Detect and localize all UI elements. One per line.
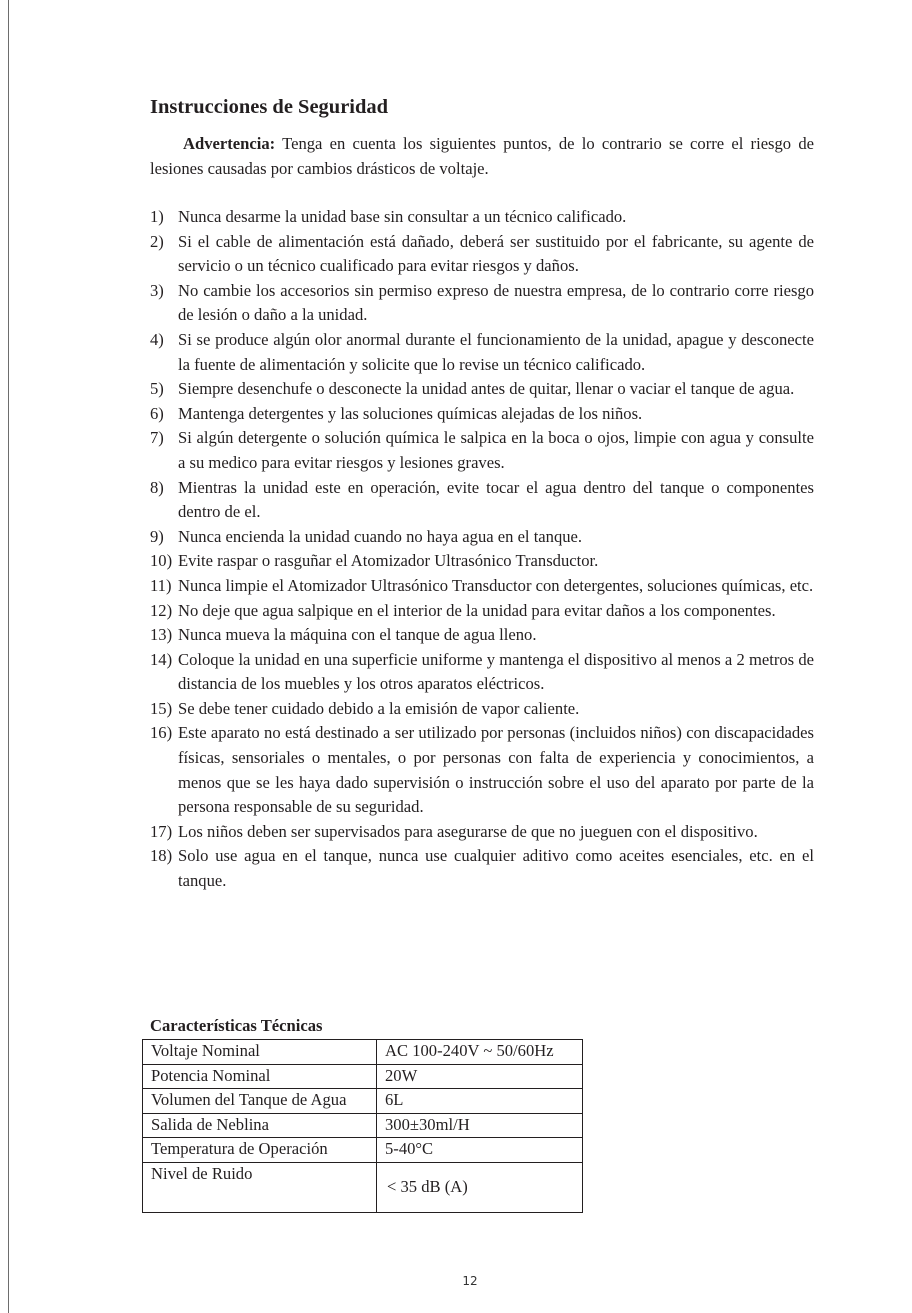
warning-label: Advertencia: [183,134,276,153]
list-item [150,721,814,819]
list-item-number: 11) [150,575,172,595]
list-item-text: Se debe tener cuidado debido a la emisión de vapor caliente. [178,698,580,718]
page-title: Instrucciones de Seguridad [150,96,389,118]
list-item-text: Si se produce algún olor anormal durante el funcionamiento de la unidad, apague y desconecte la fuente de alimentación y solicite que lo revise un técnico calificado. [178,329,814,374]
spec-value: < 35 dB (A) [377,1162,583,1212]
list-item-number: 7) [150,428,164,448]
table-row [143,1089,583,1114]
list-item-text: No cambie los accesorios sin permiso expreso de nuestra empresa, de lo contrario corre riesgo de lesión o daño a la unidad. [178,280,814,325]
list-item-number: 12) [150,600,173,620]
list-item [150,426,814,475]
list-item [150,230,814,279]
list-item-text: Los niños deben ser supervisados para asegurarse de que no jueguen con el dispositivo. [178,821,758,841]
page-margin-line [8,0,9,1313]
list-item-number: 9) [150,526,164,546]
spec-value: 20W [377,1064,583,1089]
list-item [150,820,814,845]
warning-text: Tenga en cuenta los siguientes puntos, de lo contrario se corre el riesgo de lesiones causadas por cambios drásticos de voltaje. [150,134,814,178]
list-item-text: Solo use agua en el tanque, nunca use cualquier aditivo como aceites esenciales, etc. en el tanque. [178,846,814,891]
safety-rules-list [150,205,814,894]
list-item [150,476,814,525]
list-item-number: 10) [150,551,173,571]
list-item [150,205,814,230]
page-number: 12 [462,1274,478,1288]
list-item-number: 15) [150,698,173,718]
spec-label: Voltaje Nominal [143,1040,377,1065]
list-item-text: Si el cable de alimentación está dañado, deberá ser sustituido por el fabricante, su agente de servicio o un técnico cualificado para evitar riesgos y daños. [178,231,814,276]
list-item-text: Siempre desenchufe o desconecte la unidad antes de quitar, llenar o vaciar el tanque de agua. [178,379,795,399]
list-item [150,402,814,427]
spec-label: Temperatura de Operación [143,1138,377,1163]
list-item-number: 1) [150,207,164,226]
list-item-number: 6) [150,403,164,423]
list-item-number: 4) [150,329,164,349]
table-row [143,1064,583,1089]
list-item [150,697,814,722]
spec-label: Salida de Neblina [143,1113,377,1138]
list-item-number: 18) [150,846,173,866]
list-item-text: Si algún detergente o solución química le salpica en la boca o ojos, limpie con agua y consulte a su medico para evitar riesgos y lesiones graves. [178,428,814,472]
list-item [150,648,814,697]
list-item [150,574,814,599]
spec-label: Potencia Nominal [143,1064,377,1089]
list-item-text: Mientras la unidad este en operación, evite tocar el agua dentro del tanque o componentes dentro de el. [178,477,814,522]
list-item-number: 16) [150,723,173,743]
list-item-text: Coloque la unidad en una superficie uniforme y mantenga el dispositivo al menos a 2 metros de distancia de los muebles y los otros aparatos eléctricos. [178,649,814,694]
list-item [150,328,814,377]
list-item [150,599,814,624]
list-item-text: No deje que agua salpique en el interior de la unidad para evitar daños a los componentes. [178,600,776,620]
specs-title: Características Técnicas [150,1016,323,1035]
list-item-number: 14) [150,649,173,669]
table-row [143,1040,583,1065]
spec-label: Nivel de Ruido [143,1162,377,1212]
spec-value: 300±30ml/H [377,1113,583,1138]
spec-value: 6L [377,1089,583,1114]
list-item-number: 13) [150,625,173,645]
specs-table [142,1039,583,1213]
list-item-text: Nunca limpie el Atomizador Ultrasónico Transductor con detergentes, soluciones químicas, etc. [178,575,814,595]
list-item-text: Este aparato no está destinado a ser utilizado por personas (incluidos niños) con discapacidades físicas, sensoriales o mentales, o por personas con falta de experiencia y conocimientos, a menos que se les haya dado supervisión o instrucción sobre el uso del aparato por parte de la persona responsable de su seguridad. [178,723,814,817]
list-item [150,377,814,402]
spec-label: Volumen del Tanque de Agua [143,1089,377,1114]
list-item [150,279,814,328]
list-item-text: Evite raspar o rasguñar el Atomizador Ultrasónico Transductor. [178,551,599,571]
list-item-number: 17) [150,821,173,841]
table-row [143,1113,583,1138]
table-row [143,1162,583,1212]
spec-value: 5-40°C [377,1138,583,1163]
list-item-text: Nunca desarme la unidad base sin consultar a un técnico calificado. [178,207,627,226]
list-item-text: Nunca mueva la máquina con el tanque de agua lleno. [178,625,537,645]
list-item [150,549,814,574]
list-item-text: Nunca encienda la unidad cuando no haya agua en el tanque. [178,526,583,546]
list-item-number: 5) [150,379,164,399]
list-item-number: 2) [150,231,164,251]
list-item [150,844,814,893]
table-row [143,1138,583,1163]
warning-paragraph [150,132,814,181]
list-item-number: 8) [150,477,164,497]
list-item [150,623,814,648]
spec-value: AC 100-240V ~ 50/60Hz [377,1040,583,1065]
list-item [150,525,814,550]
list-item-text: Mantenga detergentes y las soluciones químicas alejadas de los niños. [178,403,643,423]
list-item-number: 3) [150,280,164,300]
